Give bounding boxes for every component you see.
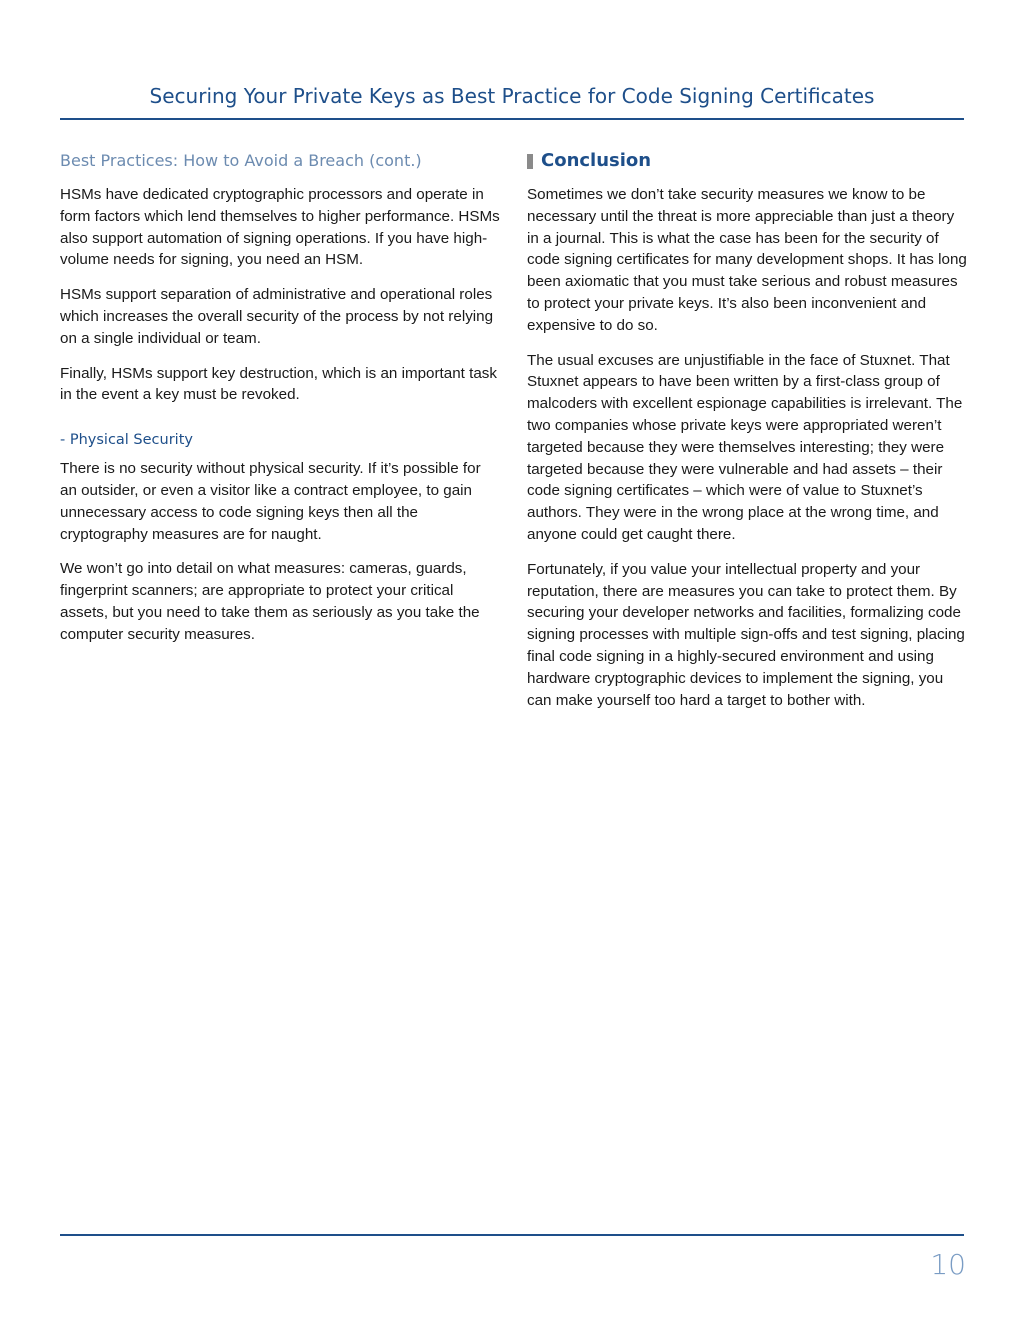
paragraph: Finally, HSMs support key destruction, which is an important task in the event a key must be revoked. — [60, 364, 497, 404]
header-divider — [60, 118, 964, 120]
paragraph: HSMs support separation of administrative and operational roles which increases the overall security of the process by not relying on a single individual or team. — [60, 286, 494, 347]
right-column — [527, 150, 967, 724]
subheading-physical-security: - Physical Security — [60, 432, 193, 449]
paragraph: HSMs have dedicated cryptographic processors and operate in form factors which lend themselves to higher performance. HSMs also support automation of signing operations. If you have high-volume needs for signing, you need an HSM. — [60, 186, 500, 269]
conclusion-heading — [527, 150, 967, 172]
left-column — [60, 150, 500, 659]
paragraph: There is no security without physical security. If it’s possible for an outsider, or even a visitor like a contract employee, to gain unnecessary access to code signing keys then all the cryptography measures are for naught. — [60, 460, 481, 543]
paragraph: We won’t go into detail on what measures: cameras, guards, fingerprint scanners; are appropriate to protect your critical assets, but you need to take them as seriously as you take the computer security measures. — [60, 560, 480, 643]
paragraph: Sometimes we don’t take security measures we know to be necessary until the threat is more appreciable than just a theory in a journal. This is what the case has been for the security of code signing certificates for many development shops. It has long been axiomatic that you must take serious and robust measures to protect your private keys. It’s also been inconvenient and expensive to do so. — [527, 186, 967, 334]
page-number: 10 — [930, 1248, 966, 1281]
paragraph: The usual excuses are unjustifiable in the face of Stuxnet. That Stuxnet appears to have been written by a first-class group of malcoders with excellent espionage capabilities is irrelevant. The two companies whose private keys were appropriated weren’t targeted because they were themselves interesting; they were targeted because they were vulnerable and had assets – their code signing certificates – which were of value to Stuxnet’s authors. They were in the wrong place at the wrong time, and anyone could get caught there. — [527, 351, 963, 543]
section-heading-best-practices: Best Practices: How to Avoid a Breach (cont.) — [60, 151, 422, 170]
section-marker-icon — [527, 154, 533, 169]
paragraph: Fortunately, if you value your intellectual property and your reputation, there are measures you can take to protect them. By securing your developer networks and facilities, formalizing code signing processes with multiple sign-offs and test signing, placing final code signing in a highly-secured environment and using hardware cryptographic devices to implement the signing, you can make yourself too hard a target to bother with. — [527, 560, 965, 709]
conclusion-heading-text: Conclusion — [541, 150, 652, 171]
document-header-title: Securing Your Private Keys as Best Practice for Code Signing Certificates — [149, 84, 875, 108]
footer-divider — [60, 1234, 964, 1236]
